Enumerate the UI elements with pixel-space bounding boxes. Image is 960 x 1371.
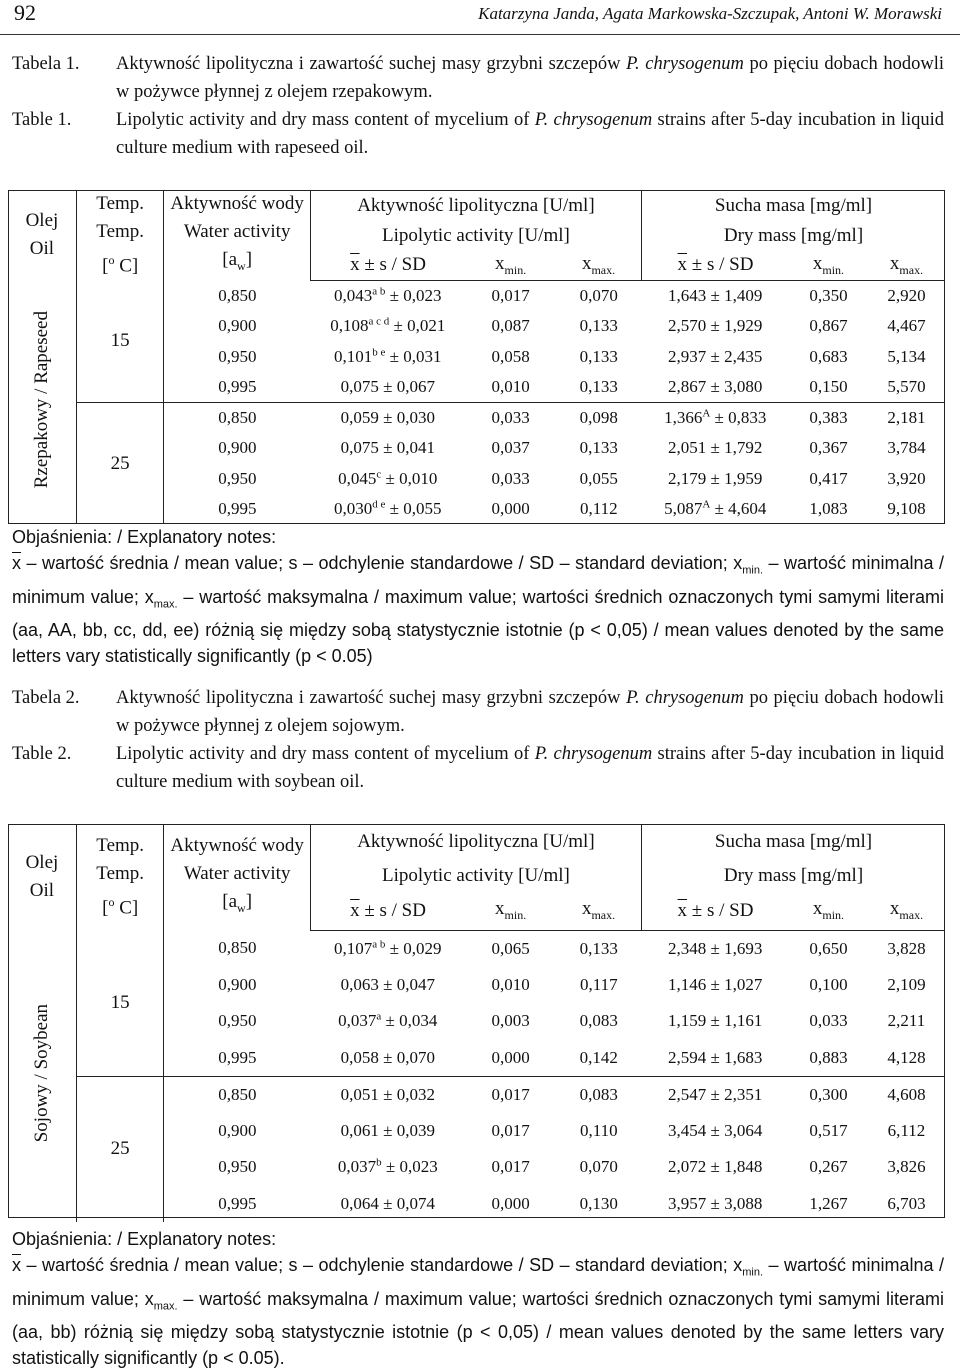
lipolytic-min: 0,033 [491,468,530,488]
lipolytic-max: 0,110 [579,1120,618,1140]
table2-caption-en-label: Table 2. [12,744,72,764]
dry-mass-max: 6,703 [887,1193,926,1213]
dm-max-header: $x_{max.}$ [868,250,945,280]
dry-mass-max: 4,608 [887,1084,926,1104]
dry-mass-mean-sd: 2,547 ± 2,351 [668,1084,763,1104]
water-activity-value: 0,900 [218,316,257,336]
dry-mass-mean-sd: 2,570 ± 1,929 [668,316,763,336]
oil-header: Olej Oil [8,190,76,280]
lipolytic-mean-sd: 0,059 ± 0,030 [340,407,435,427]
table-row [8,1076,945,1113]
lipolytic-min: 0,087 [491,316,530,336]
lipolytic-mean-sd: 0,045$^c$ ± 0,010 [338,467,438,488]
max-header: $x_{max.}$ [556,892,641,930]
dry-mass-max: 3,828 [887,938,926,958]
dry-mass-min: 0,650 [809,938,848,958]
lipolytic-max: 0,055 [579,468,618,488]
running-head: Katarzyna Janda, Agata Markowska-Szczupak, Antoni W. Morawski [478,4,942,23]
table2-caption-pl-text: Aktywność lipolityczna i zawartość suchej masy grzybni szczepów P. chrysogenum po pięciu dobach hodowli w pożywce płynnej z olejem sojowym. [116,688,944,736]
dry-mass-mean-sd: 2,348 ± 1,693 [668,938,763,958]
lipolytic-max: 0,133 [556,372,641,403]
water-activity-value: 0,950 [218,1011,257,1031]
page-number: 92 [14,0,36,25]
mean-sd-header: $\overline{x} \pm s$ / SD [310,250,465,280]
oil-label-cell: Sojowy / Soybean [8,930,76,1222]
lipolytic-max: 0,070 [579,1157,618,1177]
lipolytic-header-pl: Aktywność lipolityczna [U/ml] [310,824,641,860]
lipolytic-mean-sd: 0,063 ± 0,047 [340,974,435,994]
lipolytic-mean-sd: $0,030^{d e} \pm 0,055$ [334,498,442,519]
dry-mass-max: 6,112 [887,1120,926,1140]
mean-symbol: $\overline{x}$ [12,553,21,573]
lipolytic-max: 0,133 [579,938,618,958]
lipolytic-header-pl: Aktywność lipolityczna [U/ml] [310,190,641,222]
lipolytic-max: 0,070 [579,285,618,305]
temp-header: Temp. Temp. [$^o$ C] [76,190,164,280]
lipolytic-max: 0,142 [556,1040,641,1077]
dry-mass-min: 0,883 [789,1040,868,1077]
table1-caption-en-label: Table 1. [12,110,72,130]
table2-caption-pl-label: Tabela 2. [12,688,80,708]
water-activity-value: 0,950 [218,1157,257,1177]
lipolytic-min: 0,065 [491,938,530,958]
water-activity-value: 0,900 [218,974,257,994]
dm-max-header: $x_{max.}$ [868,892,945,930]
temperature-cell: 15 [76,930,164,1076]
water-activity-value: 0,995 [164,372,310,403]
dry-mass-max: 3,784 [887,438,926,458]
min-header: $x_{min.}$ [465,250,556,280]
dry-mass-mean-sd: 2,179 ± 1,959 [668,468,763,488]
dry-mass-min: 0,267 [809,1157,848,1177]
table1-caption-pl-text: Aktywność lipolityczna i zawartość suchej masy grzybni szczepów P. chrysogenum po pięciu dobach hodowli w pożywce płynnej z olejem rzepakowym. [116,54,944,102]
lipolytic-mean-sd: $0,107^{a b} \pm 0,029$ [334,937,442,958]
lipolytic-min: 0,010 [491,974,530,994]
lipolytic-max: 0,083 [579,1011,618,1031]
oil-header: Olej Oil [8,824,76,930]
max-header: $x_{max.}$ [556,250,641,280]
water-activity-value: 0,850 [218,938,257,958]
min-header: $x_{min.}$ [465,892,556,930]
dry-mass-max: 9,108 [887,499,926,519]
dry-mass-max: 3,920 [887,468,926,488]
lipolytic-min: 0,017 [491,1084,530,1104]
dry-mass-min: 0,417 [809,468,848,488]
lipolytic-min: 0,000 [491,1193,530,1213]
dry-mass-mean-sd: 1,643 ± 1,409 [668,285,763,305]
water-activity-value: 0,850 [218,1084,257,1104]
lipolytic-header-en: Lipolytic activity [U/ml] [310,222,641,250]
lipolytic-max: 0,083 [579,1084,618,1104]
lipolytic-max: 0,117 [579,974,618,994]
dry-mass-min: 0,683 [809,346,848,366]
dry-mass-min: 0,367 [809,438,848,458]
lipolytic-min: 0,000 [491,499,530,519]
lipolytic-header-en: Lipolytic activity [U/ml] [310,860,641,892]
lipolytic-min: 0,010 [465,372,556,403]
table1-caption [12,50,944,162]
lipolytic-min: 0,017 [491,285,530,305]
dry-mass-header-en: Dry mass [mg/ml] [723,865,864,886]
dm-min-header: $x_{min.}$ [789,892,868,930]
lipolytic-mean-sd: $0,043^{a b} \pm 0,023$ [334,285,442,305]
dry-mass-max: 4,467 [887,316,926,336]
table1-notes: Objaśnienia: / Explanatory notes: $\overline{x}$ – wartość średnia / mean value; s – odchylenie standardowe / SD – standard deviation; $x_{min.}$ – wartość minimalna / minimum value; $x_{max.}$ – wartość maksymalna / maximum value; wartości średnich oznaczonych tymi samymi literami (aa, AA, bb, cc, dd, ee) różnią się między sobą statystycznie istotnie (p < 0,05) / mean values denoted by the same letters vary statistically significantly (p < 0.05) [12,524,944,669]
lipolytic-mean-sd: 0,051 ± 0,032 [340,1084,435,1104]
lipolytic-mean-sd: $0,108^{a c d} \pm 0,021$ [330,315,446,336]
table1-caption-pl-label: Tabela 1. [12,54,80,74]
lipolytic-min: 0,017 [491,1120,530,1140]
dry-mass-max: 5,134 [887,346,926,366]
lipolytic-mean-sd: 0,075 ± 0,067 [310,372,465,403]
dry-mass-mean-sd: 3,957 ± 3,088 [668,1193,763,1213]
table1-notes-title: Objaśnienia: / Explanatory notes: [12,527,277,547]
dry-mass-min: 0,150 [789,372,868,403]
dry-mass-mean-sd: $5,087^A \pm 4,604$ [664,498,767,519]
dm-mean-sd-header: $\overline{x} \pm s$ / SD [642,892,789,930]
table-row [8,402,945,433]
lipolytic-max: 0,133 [579,346,618,366]
dry-mass-min: 0,100 [809,974,848,994]
temperature-cell: 15 [76,280,164,402]
lipolytic-max: 0,112 [579,499,618,519]
lipolytic-min: 0,017 [491,1157,530,1177]
lipolytic-min: 0,037 [491,438,530,458]
dry-mass-mean-sd: 2,937 ± 2,435 [668,346,763,366]
dry-mass-min: 0,383 [809,407,848,427]
lipolytic-max: 0,098 [579,407,618,427]
dry-mass-header-pl: Sucha masa [mg/ml] [714,195,873,217]
dry-mass-min: 0,033 [809,1011,848,1031]
dry-mass-mean-sd: 3,454 ± 3,064 [668,1120,763,1140]
table2 [8,824,945,1222]
lipolytic-mean-sd: $0,101^{b e} \pm 0,031$ [334,345,442,366]
water-activity-value: 0,850 [218,285,257,305]
mean-symbol: $\overline{x}$ [12,1255,21,1275]
dry-mass-min: 0,300 [809,1084,848,1104]
dry-mass-mean-sd: 2,594 ± 1,683 [642,1040,789,1077]
water-activity-value: 0,950 [218,468,257,488]
water-activity-value: 0,995 [218,1193,257,1213]
table1 [8,190,945,524]
lipolytic-mean-sd: 0,037$^a$ ± 0,034 [338,1010,438,1031]
lipolytic-mean-sd: 0,058 ± 0,070 [310,1040,465,1077]
water-activity-value: 0,850 [218,407,257,427]
table2-notes-title: Objaśnienia: / Explanatory notes: [12,1229,277,1249]
water-activity-value: 0,995 [164,1040,310,1077]
water-activity-value: 0,900 [218,1120,257,1140]
temp-header: Temp. Temp. [$^o$ C] [76,824,164,930]
dry-mass-max: 2,920 [887,285,926,305]
water-activity-value: 0,950 [218,346,257,366]
header-rule [0,34,960,35]
dry-mass-header-en: Dry mass [mg/ml] [723,225,864,247]
dry-mass-max: 5,570 [868,372,945,403]
temperature-cell: 25 [76,402,164,524]
dry-mass-mean-sd: 2,867 ± 3,080 [642,372,789,403]
dry-mass-min: 0,517 [809,1120,848,1140]
table2-notes: Objaśnienia: / Explanatory notes: $\overline{x}$ – wartość średnia / mean value; s – odchylenie standardowe / SD – standard deviation; $x_{min.}$ – wartość minimalna / minimum value; $x_{max.}$ – wartość maksymalna / maximum value; wartości średnich oznaczonych tymi samymi literami (aa, bb) różnią się między sobą statystycznie istotnie (p < 0,05) / mean values denoted by the same letters vary statistically significantly (p < 0.05). [12,1226,944,1371]
lipolytic-min: 0,000 [465,1040,556,1077]
water-activity-header: Aktywność wody Water activity $[a_w]$ [164,190,310,280]
dm-min-header: $x_{min.}$ [789,250,868,280]
dry-mass-mean-sd: 1,146 ± 1,027 [668,974,763,994]
water-activity-header: Aktywność wody Water activity $[a_w]$ [164,824,310,930]
lipolytic-max: 0,130 [579,1193,618,1213]
dry-mass-max: 2,109 [887,974,926,994]
lipolytic-min: 0,058 [491,346,530,366]
lipolytic-min: 0,003 [491,1011,530,1031]
dm-mean-sd-header: $\overline{x} \pm s$ / SD [642,250,789,280]
dry-mass-max: 4,128 [868,1040,945,1077]
lipolytic-max: 0,133 [579,438,618,458]
dry-mass-min: 0,867 [809,316,848,336]
dry-mass-mean-sd: 1,159 ± 1,161 [668,1011,763,1031]
mean-sd-header: $\overline{x} \pm s$ / SD [310,892,465,930]
lipolytic-min: 0,033 [491,407,530,427]
dry-mass-max: 3,826 [887,1157,926,1177]
dry-mass-header-pl: Sucha masa [mg/ml] [714,831,873,852]
table-row [8,280,945,311]
lipolytic-mean-sd: 0,075 ± 0,041 [340,438,435,458]
dry-mass-min: 1,267 [809,1193,848,1213]
table-row [8,930,945,967]
dry-mass-mean-sd: 2,072 ± 1,848 [668,1157,763,1177]
lipolytic-max: 0,133 [579,316,618,336]
table1-caption-en-text: Lipolytic activity and dry mass content of mycelium of P. chrysogenum strains after 5-day incubation in liquid culture medium with rapeseed oil. [116,110,945,158]
temperature-cell: 25 [76,1076,164,1222]
dry-mass-min: 0,350 [809,285,848,305]
lipolytic-mean-sd: 0,037$^b$ ± 0,023 [337,1156,438,1177]
dry-mass-mean-sd: $1,366^A \pm 0,833$ [664,407,767,427]
dry-mass-max: 2,211 [887,1011,926,1031]
table2-caption-en-text: Lipolytic activity and dry mass content of mycelium of P. chrysogenum strains after 5-day incubation in liquid culture medium with soybean oil. [116,744,945,792]
water-activity-value: 0,995 [218,499,257,519]
water-activity-value: 0,900 [218,438,257,458]
dry-mass-min: 1,083 [809,499,848,519]
dry-mass-mean-sd: 2,051 ± 1,792 [668,438,763,458]
oil-label-cell: Rzepakowy / Rapeseed [8,280,76,524]
lipolytic-mean-sd: 0,061 ± 0,039 [340,1120,435,1140]
table2-caption [12,684,944,796]
dry-mass-max: 2,181 [887,407,926,427]
lipolytic-mean-sd: 0,064 ± 0,074 [340,1193,435,1213]
